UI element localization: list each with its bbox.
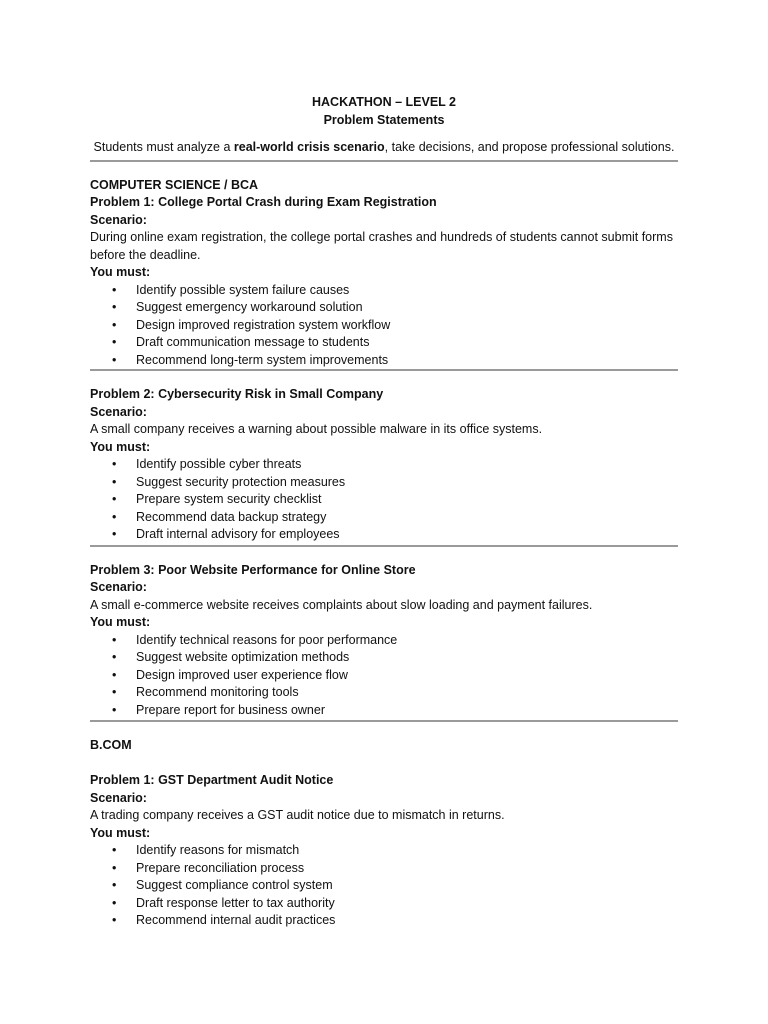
task-text: Draft response letter to tax authority xyxy=(136,895,335,910)
bullet-icon: • xyxy=(112,317,117,332)
list-item xyxy=(90,509,678,527)
scenario-text: A small e-commerce website receives complaints about slow loading and payment failures. xyxy=(90,597,593,612)
bullet-icon: • xyxy=(112,457,117,471)
scenario-label: Scenario: xyxy=(90,212,147,227)
list-item xyxy=(90,877,678,895)
section-bcom xyxy=(90,737,678,930)
bullet-icon: • xyxy=(112,895,117,910)
task-text: Recommend internal audit practices xyxy=(136,913,336,927)
list-item xyxy=(90,649,678,667)
bullet-icon: • xyxy=(112,527,117,541)
task-text: Prepare system security checklist xyxy=(136,492,322,506)
task-list xyxy=(90,282,678,370)
problem-title: Problem 3: Poor Website Performance for Online Store xyxy=(90,562,416,577)
bullet-icon: • xyxy=(112,509,117,524)
list-item xyxy=(90,491,678,509)
task-text: Prepare report for business owner xyxy=(136,702,325,717)
scenario-label: Scenario: xyxy=(90,580,147,594)
list-item xyxy=(90,334,678,352)
document-subtitle: Problem Statements xyxy=(323,112,445,127)
you-must-label: You must: xyxy=(90,615,151,629)
document-page xyxy=(90,94,678,930)
task-text: Identify technical reasons for poor performance xyxy=(136,632,398,647)
bullet-icon: • xyxy=(112,335,117,349)
bullet-icon: • xyxy=(112,878,117,892)
list-item xyxy=(90,684,678,702)
scenario-label: Scenario: xyxy=(90,404,147,419)
bullet-icon: • xyxy=(112,913,117,927)
intro-text-after: , take decisions, and propose professional solutions. xyxy=(384,140,675,154)
list-item xyxy=(90,352,678,370)
problem-title: Problem 1: College Portal Crash during Exam Registration xyxy=(90,195,437,209)
bullet-icon: • xyxy=(112,474,117,489)
bullet-icon: • xyxy=(112,843,117,857)
list-item xyxy=(90,299,678,317)
list-item xyxy=(90,526,678,544)
section-divider xyxy=(90,545,678,547)
scenario-text: During online exam registration, the college portal crashes and hundreds of students cannot submit forms before the deadline. xyxy=(90,230,673,262)
task-text: Draft communication message to students xyxy=(136,335,370,349)
bullet-icon: • xyxy=(112,300,117,314)
intro-divider xyxy=(90,160,678,162)
task-text: Suggest emergency workaround solution xyxy=(136,300,363,314)
problem-block xyxy=(90,772,678,930)
task-text: Draft internal advisory for employees xyxy=(136,527,340,541)
problem-title: Problem 1: GST Department Audit Notice xyxy=(90,773,334,787)
you-must-label: You must: xyxy=(90,825,151,840)
spacer xyxy=(90,755,678,773)
section-heading: B.COM xyxy=(90,738,132,752)
task-text: Identify possible system failure causes xyxy=(136,282,350,297)
list-item xyxy=(90,667,678,685)
problem-title: Problem 2: Cybersecurity Risk in Small Company xyxy=(90,387,384,401)
section-divider xyxy=(90,720,678,722)
problem-block xyxy=(90,562,678,723)
bullet-icon: • xyxy=(112,632,117,647)
you-must-label: You must: xyxy=(90,439,151,454)
task-text: Suggest compliance control system xyxy=(136,878,333,892)
section-computer-science xyxy=(90,177,678,723)
bullet-icon: • xyxy=(112,860,117,875)
task-text: Design improved user experience flow xyxy=(136,667,348,682)
bullet-icon: • xyxy=(112,492,117,506)
bullet-icon: • xyxy=(112,667,117,682)
task-text: Recommend long-term system improvements xyxy=(136,352,389,367)
list-item xyxy=(90,702,678,720)
scenario-text: A small company receives a warning about possible malware in its office systems. xyxy=(90,422,543,436)
bullet-icon: • xyxy=(112,702,117,717)
task-list xyxy=(90,842,678,930)
task-list xyxy=(90,456,678,544)
bullet-icon: • xyxy=(112,650,117,664)
section-divider xyxy=(90,369,678,371)
bullet-icon: • xyxy=(112,685,117,699)
bullet-icon: • xyxy=(112,282,117,297)
list-item xyxy=(90,895,678,913)
task-text: Suggest security protection measures xyxy=(136,474,346,489)
scenario-text: A trading company receives a GST audit notice due to mismatch in returns. xyxy=(90,808,505,822)
list-item xyxy=(90,317,678,335)
intro-paragraph xyxy=(90,139,678,157)
task-text: Design improved registration system workflow xyxy=(136,317,391,332)
section-heading: COMPUTER SCIENCE / BCA xyxy=(90,177,259,192)
list-item xyxy=(90,860,678,878)
scenario-label: Scenario: xyxy=(90,790,147,805)
task-list xyxy=(90,632,678,720)
list-item xyxy=(90,842,678,860)
task-text: Suggest website optimization methods xyxy=(136,650,350,664)
list-item xyxy=(90,282,678,300)
document-title: HACKATHON – LEVEL 2 xyxy=(311,95,456,109)
list-item xyxy=(90,912,678,930)
problem-block xyxy=(90,194,678,371)
list-item xyxy=(90,632,678,650)
task-text: Prepare reconciliation process xyxy=(136,860,305,875)
intro-text-before: Students must analyze a xyxy=(93,140,234,154)
task-text: Identify possible cyber threats xyxy=(136,457,302,471)
bullet-icon: • xyxy=(112,352,117,367)
task-text: Recommend data backup strategy xyxy=(136,509,327,524)
intro-emphasis: real-world crisis scenario xyxy=(233,140,385,154)
task-text: Recommend monitoring tools xyxy=(136,685,299,699)
problem-block xyxy=(90,386,678,547)
list-item xyxy=(90,474,678,492)
list-item xyxy=(90,456,678,474)
task-text: Identify reasons for mismatch xyxy=(136,843,300,857)
you-must-label: You must: xyxy=(90,265,151,279)
